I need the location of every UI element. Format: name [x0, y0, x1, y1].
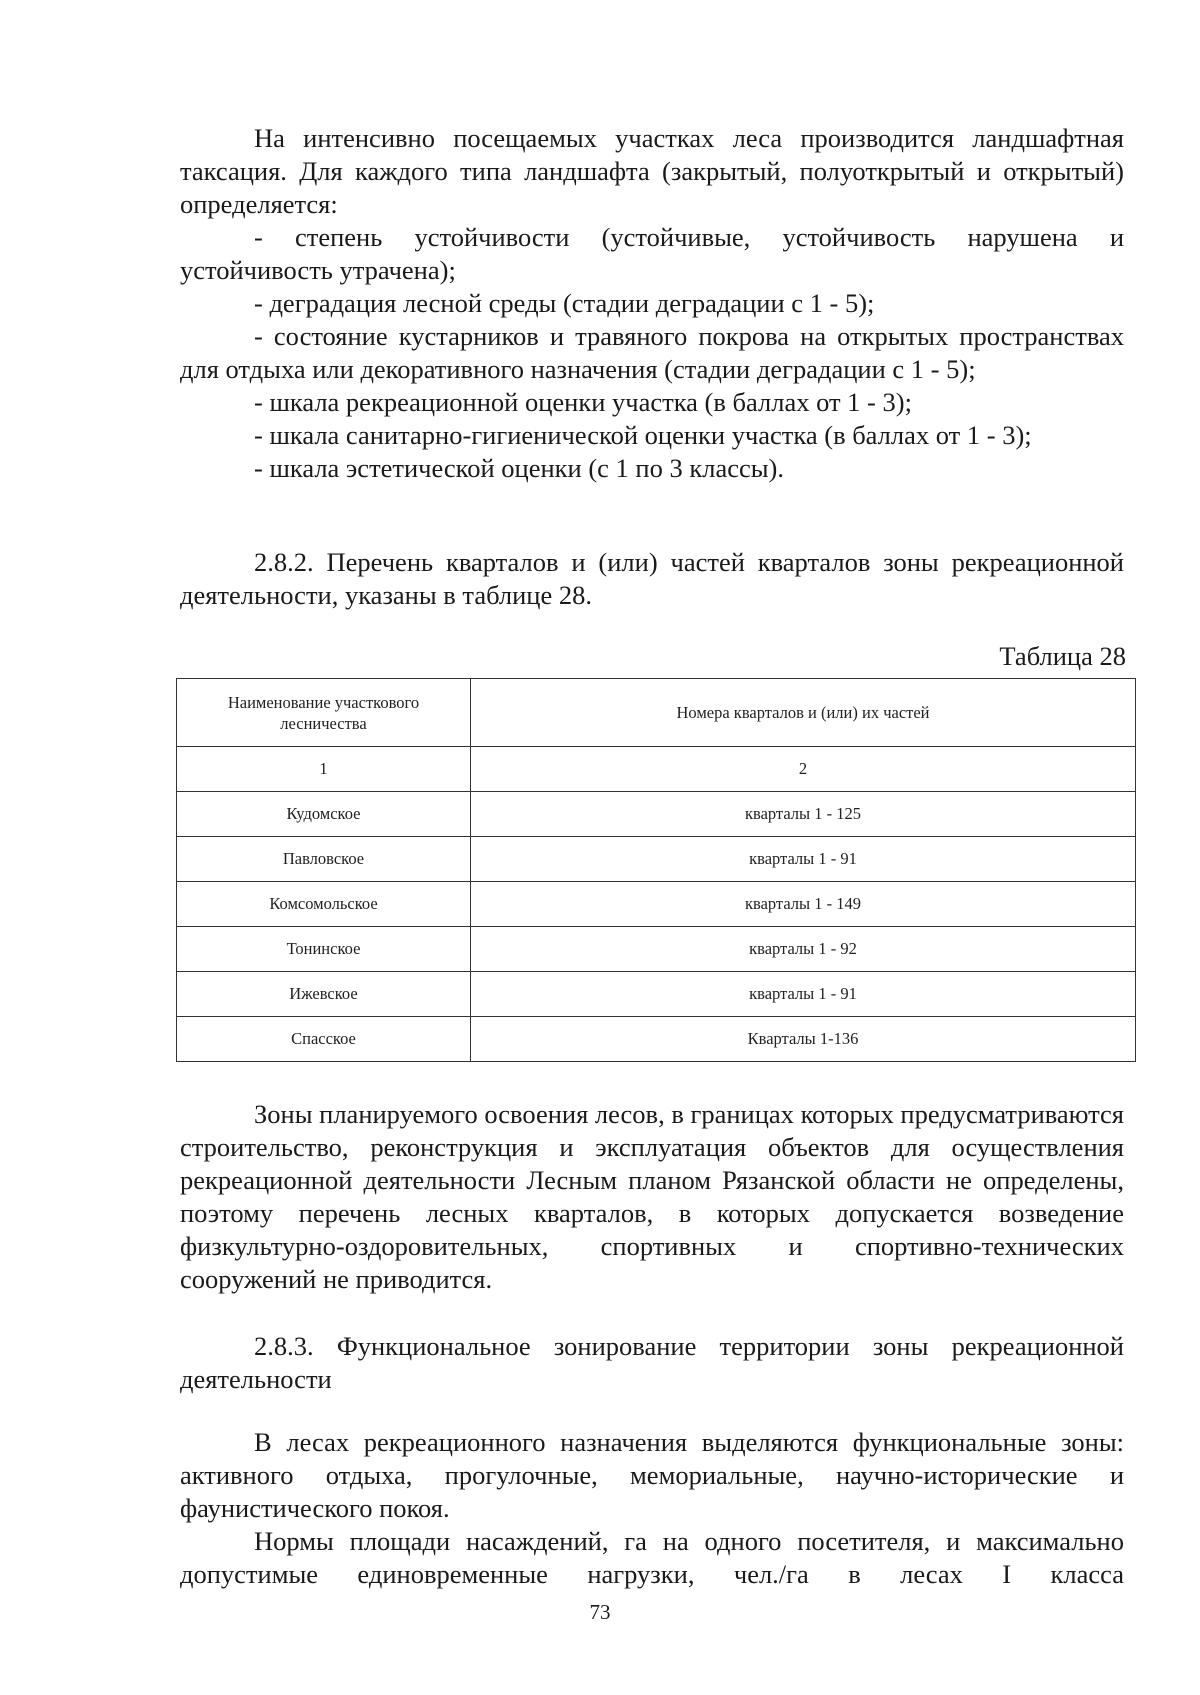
list-item: - шкала эстетической оценки (с 1 по 3 классы).	[254, 453, 784, 483]
table-caption: Таблица 28	[999, 641, 1126, 671]
list-item: - деградация лесной среды (стадии деградации с 1 - 5);	[254, 288, 875, 318]
table-row	[177, 837, 1136, 882]
quarters-cell: кварталы 1 - 125	[471, 792, 1136, 837]
table-row	[177, 927, 1136, 972]
page-number: 73	[589, 1600, 611, 1624]
quarters-cell: Кварталы 1-136	[471, 1017, 1136, 1062]
functional-zones-section	[180, 1426, 1124, 1591]
quarters-cell: кварталы 1 - 91	[471, 972, 1136, 1017]
table-row	[177, 1017, 1136, 1062]
forestry-name-cell: Павловское	[177, 837, 471, 882]
zones-section	[180, 1098, 1124, 1296]
list-item: - шкала рекреационной оценки участка (в баллах от 1 - 3);	[254, 387, 912, 417]
quarters-cell: кварталы 1 - 149	[471, 882, 1136, 927]
zones-paragraph: Зоны планируемого освоения лесов, в границах которых предусматриваются строительство, реконструкция и эксплуатация объектов для осуществления рекреационной деятельности Лесным планом Рязанской области не определены, поэтому перечень лесных кварталов, в которых допускается возведение физкультурно-оздоровительных, спортивных и спортивно-технических сооружений не приводится.	[180, 1099, 1124, 1294]
norms-paragraph: Нормы площади насаждений, га на одного посетителя, и максимально допустимые единовременные нагрузки, чел./га в лесах I класса	[180, 1526, 1124, 1589]
forestry-quarters-table	[176, 678, 1136, 1062]
forestry-name-cell: Кудомское	[177, 792, 471, 837]
section-2-8-2	[180, 546, 1124, 612]
quarters-cell: кварталы 1 - 92	[471, 927, 1136, 972]
table-column-numbers-row	[177, 747, 1136, 792]
header-forestry-name: Наименование участкового лесничества	[177, 679, 471, 747]
section-2-8-3-heading: 2.8.3. Функциональное зонирование территории зоны рекреационной деятельности	[180, 1331, 1124, 1394]
table-header-row	[177, 679, 1136, 747]
quarters-cell: кварталы 1 - 91	[471, 837, 1136, 882]
landscape-taxation-section	[180, 122, 1124, 485]
forestry-name-cell: Ижевское	[177, 972, 471, 1017]
functional-zones-paragraph: В лесах рекреационного назначения выделяются функциональные зоны: активного отдыха, прогулочные, мемориальные, научно-исторические и фаунистического покоя.	[180, 1427, 1124, 1523]
column-number: 2	[471, 747, 1136, 792]
list-item: - степень устойчивости (устойчивые, устойчивость нарушена и устойчивость утрачена);	[180, 222, 1124, 285]
table-row	[177, 882, 1136, 927]
table-row	[177, 972, 1136, 1017]
header-quarter-numbers: Номера кварталов и (или) их частей	[471, 679, 1136, 747]
forestry-name-cell: Комсомольское	[177, 882, 471, 927]
forestry-name-cell: Тонинское	[177, 927, 471, 972]
section-2-8-2-text: 2.8.2. Перечень кварталов и (или) частей кварталов зоны рекреационной деятельности, указаны в таблице 28.	[180, 547, 1124, 610]
forestry-name-cell: Спасское	[177, 1017, 471, 1062]
table-row	[177, 792, 1136, 837]
intro-paragraph: На интенсивно посещаемых участках леса производится ландшафтная таксация. Для каждого типа ландшафта (закрытый, полуоткрытый и открытый) определяется:	[180, 123, 1124, 219]
section-2-8-3	[180, 1330, 1124, 1396]
list-item: - состояние кустарников и травяного покрова на открытых пространствах для отдыха или декоративного назначения (стадии деградации с 1 - 5);	[180, 321, 1124, 384]
column-number: 1	[177, 747, 471, 792]
list-item: - шкала санитарно-гигиенической оценки участка (в баллах от 1 - 3);	[254, 420, 1032, 450]
